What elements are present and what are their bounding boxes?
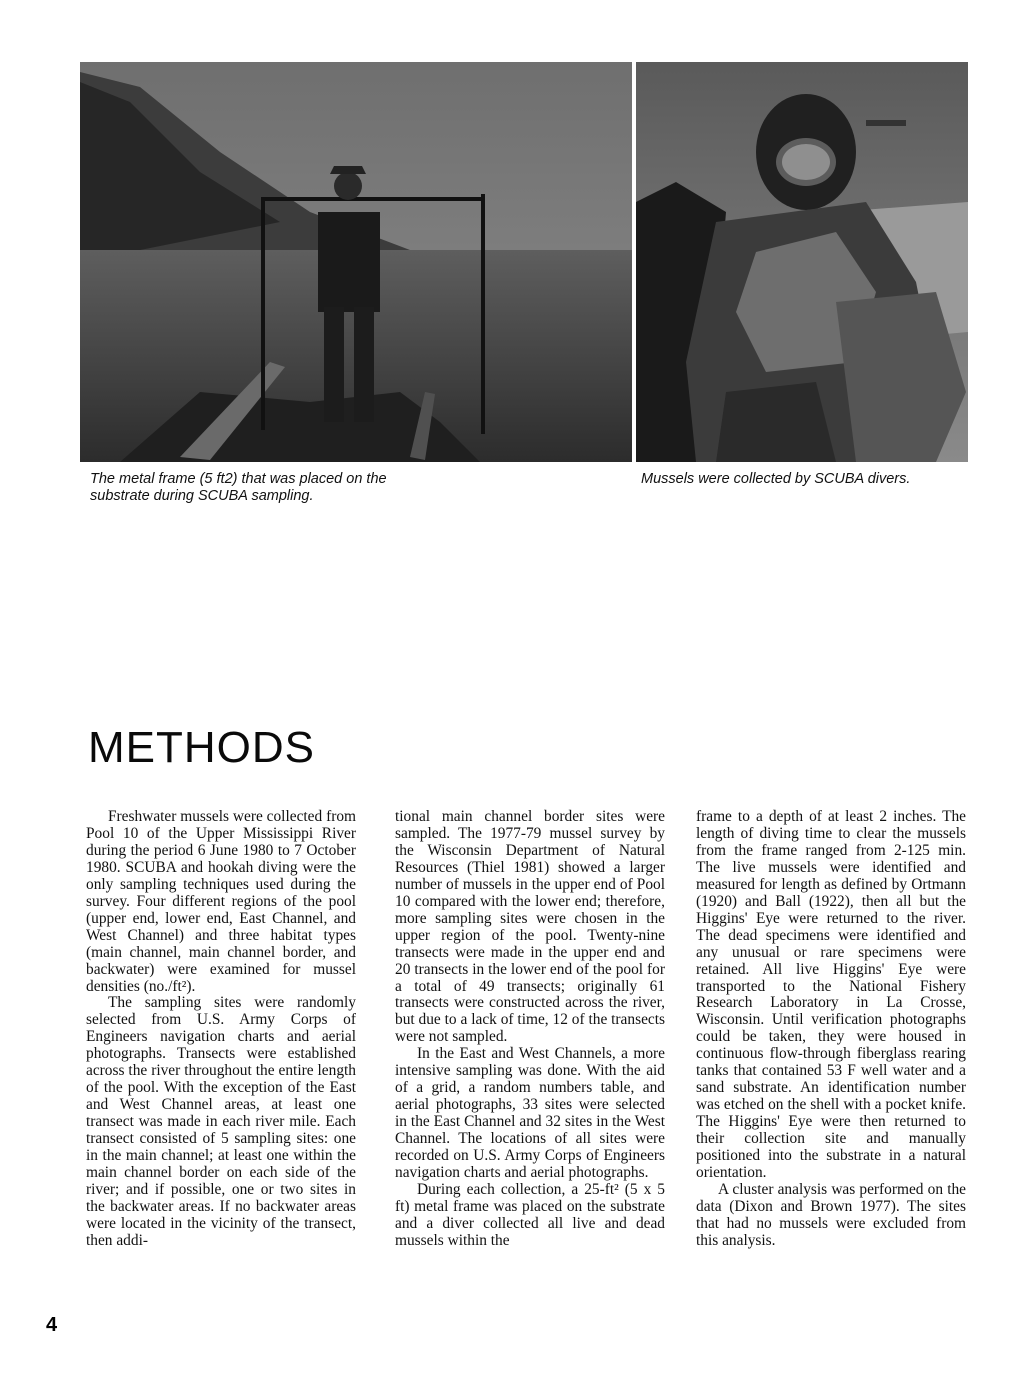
text-column-2 (395, 809, 665, 1250)
photo-metal-frame-image (80, 62, 632, 462)
caption-scuba-divers: Mussels were collected by SCUBA divers. (641, 471, 911, 487)
photo-metal-frame (80, 62, 632, 462)
paragraph: tional main channel border sites were sampled. The 1977-79 mussel survey by the Wisconsin Department of Natural Resources (Thiel 1981) showed a larger number of mussels in the upper end of Pool 10 compared with the lower end; therefore, more sampling sites were chosen in the upper region of the pool. Twenty-nine transects were made in the upper end and 20 transects in the lower end of the pool for a total of 49 transects; originally 61 transects were constructed across the river, but due to a lack of time, 12 of the transects were not sampled. (395, 808, 665, 1046)
paragraph: A cluster analysis was performed on the data (Dixon and Brown 1977). The sites that had no mussels were excluded from this analysis. (696, 1180, 966, 1249)
caption-metal-frame-line1: The metal frame (5 ft2) that was placed on the (90, 471, 387, 487)
caption-metal-frame (90, 471, 450, 505)
paragraph: Freshwater mussels were collected from Pool 10 of the Upper Mississippi River during the period 6 June 1980 to 7 October 1980. SCUBA and hookah diving were the only sampling techniques used during the survey. Four different regions of the pool (upper end, lower end, East Channel, and West Channel) and three habitat types (main channel, main channel border, and backwater) were examined for mussel densities (no./ft²). (86, 808, 356, 995)
text-column-3 (696, 809, 966, 1250)
paragraph: During each collection, a 25-ft² (5 x 5 ft) metal frame was placed on the substrate and a diver collected all live and dead mussels within the (395, 1180, 665, 1249)
caption-metal-frame-line2: substrate during SCUBA sampling. (90, 488, 314, 504)
paragraph: In the East and West Channels, a more intensive sampling was done. With the aid of a grid, a random numbers table, and aerial photographs, 33 sites were selected in the East Channel and 32 sites in the West Channel. The locations of all sites were recorded on U.S. Army Corps of Engineers navigation charts and aerial photographs. (395, 1045, 665, 1182)
photo-scuba-diver-image (636, 62, 968, 462)
page-number: 4 (46, 1314, 58, 1336)
paragraph: The sampling sites were randomly selected from U.S. Army Corps of Engineers navigation charts and aerial photographs. Transects were established across the river throughout the entire length of the pool. With the exception of the East and West Channel areas, at least one transect was made in each river mile. Each transect consisted of 5 sampling sites: one in the main channel; at least one within the main channel border on each side of the river; and if possible, one or two sites in the backwater areas. If no backwater areas were located in the vicinity of the transect, then addi- (86, 994, 356, 1249)
section-heading: METHODS (88, 723, 315, 772)
photo-scuba-diver (636, 62, 968, 462)
text-column-1 (86, 809, 356, 1250)
paragraph: frame to a depth of at least 2 inches. The length of diving time to clear the mussels from the frame ranged from 2-125 min. The live mussels were identified and measured for length as defined by Ortmann (1920) and Ball (1922), then all but the Higgins' Eye were returned to the river. The dead specimens were identified and any unusual or rare specimens were retained. All live Higgins' Eye were transported to the National Fishery Research Laboratory in La Crosse, Wisconsin. Until verification photographs could be taken, they were housed in continuous flow-through fiberglass rearing tanks that contained 53 F well water and a sand substrate. An identification number was etched on the shell with a pocket knife. The Higgins' Eye were then returned to their collection site and manually positioned into the substrate in a natural orientation. (696, 808, 966, 1182)
